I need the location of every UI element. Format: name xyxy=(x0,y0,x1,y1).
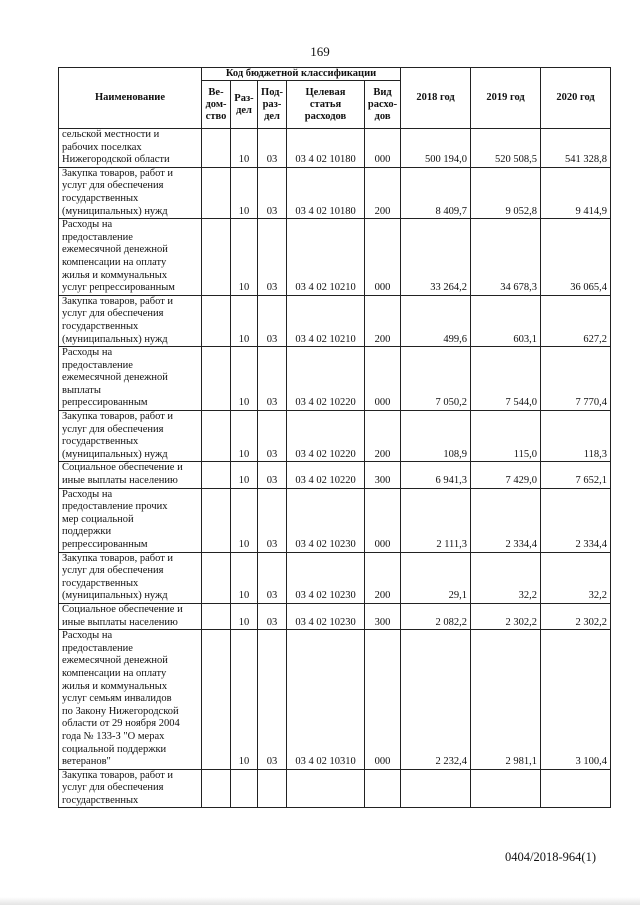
cell-celevaya-statya: 03 4 02 10310 xyxy=(287,630,365,770)
table-row xyxy=(59,769,611,808)
cell-name: Расходы на предоставление ежемесячной денежной компенсации на оплату жилья и коммунальных услуг репрессированным xyxy=(59,219,202,296)
cell-vid-rashodov: 000 xyxy=(365,488,401,552)
cell-year-2020: 2 302,2 xyxy=(541,603,611,629)
cell-vid-rashodov: 000 xyxy=(365,219,401,296)
cell-vid-rashodov xyxy=(365,769,401,808)
cell-year-2019: 2 302,2 xyxy=(471,603,541,629)
cell-razdel: 10 xyxy=(231,167,258,218)
cell-vedomstvo xyxy=(202,462,231,488)
cell-year-2020: 7 652,1 xyxy=(541,462,611,488)
cell-vid-rashodov: 200 xyxy=(365,552,401,603)
cell-vedomstvo xyxy=(202,129,231,168)
table-row xyxy=(59,411,611,462)
table-row xyxy=(59,167,611,218)
cell-celevaya-statya: 03 4 02 10220 xyxy=(287,462,365,488)
cell-podrazdel xyxy=(258,769,287,808)
cell-name: Расходы на предоставление ежемесячной денежной компенсации на оплату жилья и коммунальных услуг семьям инвалидов по Закону Нижегородской области от 29 ноября 2004 года № 133-З "О мерах социальной поддержки ветеранов" xyxy=(59,630,202,770)
cell-year-2020: 7 770,4 xyxy=(541,347,611,411)
cell-podrazdel: 03 xyxy=(258,603,287,629)
cell-podrazdel: 03 xyxy=(258,219,287,296)
cell-year-2019: 520 508,5 xyxy=(471,129,541,168)
cell-razdel: 10 xyxy=(231,552,258,603)
header-razdel: Раз- дел xyxy=(231,81,258,129)
cell-podrazdel: 03 xyxy=(258,411,287,462)
cell-year-2018: 2 232,4 xyxy=(401,630,471,770)
cell-vedomstvo xyxy=(202,219,231,296)
cell-podrazdel: 03 xyxy=(258,167,287,218)
cell-celevaya-statya xyxy=(287,769,365,808)
cell-podrazdel: 03 xyxy=(258,630,287,770)
cell-year-2019 xyxy=(471,769,541,808)
table-row xyxy=(59,552,611,603)
cell-name: Социальное обеспечение и иные выплаты населению xyxy=(59,462,202,488)
cell-year-2020: 627,2 xyxy=(541,295,611,346)
cell-vid-rashodov: 200 xyxy=(365,167,401,218)
table-body xyxy=(59,129,611,808)
cell-podrazdel: 03 xyxy=(258,488,287,552)
cell-year-2019: 9 052,8 xyxy=(471,167,541,218)
cell-vid-rashodov: 200 xyxy=(365,411,401,462)
cell-razdel: 10 xyxy=(231,603,258,629)
cell-celevaya-statya: 03 4 02 10210 xyxy=(287,219,365,296)
header-year-2018: 2018 год xyxy=(401,68,471,129)
cell-year-2019: 2 981,1 xyxy=(471,630,541,770)
cell-celevaya-statya: 03 4 02 10210 xyxy=(287,295,365,346)
page-number: 169 xyxy=(310,44,330,59)
cell-celevaya-statya: 03 4 02 10180 xyxy=(287,129,365,168)
cell-year-2018: 499,6 xyxy=(401,295,471,346)
cell-year-2018: 29,1 xyxy=(401,552,471,603)
cell-year-2018: 500 194,0 xyxy=(401,129,471,168)
cell-razdel: 10 xyxy=(231,462,258,488)
cell-vid-rashodov: 000 xyxy=(365,347,401,411)
cell-vedomstvo xyxy=(202,488,231,552)
cell-vedomstvo xyxy=(202,295,231,346)
cell-vedomstvo xyxy=(202,603,231,629)
header-year-2020: 2020 год xyxy=(541,68,611,129)
cell-razdel xyxy=(231,769,258,808)
cell-razdel: 10 xyxy=(231,295,258,346)
cell-vid-rashodov: 300 xyxy=(365,603,401,629)
cell-name: сельской местности и рабочих поселках Нижегородской области xyxy=(59,129,202,168)
cell-razdel: 10 xyxy=(231,129,258,168)
cell-celevaya-statya: 03 4 02 10230 xyxy=(287,488,365,552)
cell-podrazdel: 03 xyxy=(258,462,287,488)
header-year-2019: 2019 год xyxy=(471,68,541,129)
table-row xyxy=(59,603,611,629)
cell-year-2020: 32,2 xyxy=(541,552,611,603)
table-header xyxy=(59,68,611,129)
cell-razdel: 10 xyxy=(231,411,258,462)
table-row xyxy=(59,630,611,770)
budget-table xyxy=(58,67,611,808)
cell-vedomstvo xyxy=(202,630,231,770)
cell-year-2020: 36 065,4 xyxy=(541,219,611,296)
cell-year-2019: 34 678,3 xyxy=(471,219,541,296)
cell-podrazdel: 03 xyxy=(258,552,287,603)
cell-name: Расходы на предоставление ежемесячной денежной выплаты репрессированным xyxy=(59,347,202,411)
cell-name: Закупка товаров, работ и услуг для обеспечения государственных (муниципальных) нужд xyxy=(59,552,202,603)
scan-edge xyxy=(0,897,640,905)
cell-razdel: 10 xyxy=(231,347,258,411)
cell-name: Закупка товаров, работ и услуг для обеспечения государственных (муниципальных) нужд xyxy=(59,295,202,346)
cell-celevaya-statya: 03 4 02 10230 xyxy=(287,552,365,603)
cell-name: Закупка товаров, работ и услуг для обеспечения государственных (муниципальных) нужд xyxy=(59,167,202,218)
cell-name: Социальное обеспечение и иные выплаты населению xyxy=(59,603,202,629)
cell-year-2018 xyxy=(401,769,471,808)
cell-year-2020: 2 334,4 xyxy=(541,488,611,552)
cell-year-2018: 2 082,2 xyxy=(401,603,471,629)
cell-celevaya-statya: 03 4 02 10220 xyxy=(287,411,365,462)
table-row xyxy=(59,129,611,168)
cell-year-2019: 115,0 xyxy=(471,411,541,462)
cell-celevaya-statya: 03 4 02 10220 xyxy=(287,347,365,411)
cell-year-2019: 7 429,0 xyxy=(471,462,541,488)
cell-year-2018: 6 941,3 xyxy=(401,462,471,488)
document-code: 0404/2018-964(1) xyxy=(505,850,596,864)
header-celevaya-statya: Целевая статья расходов xyxy=(287,81,365,129)
cell-year-2020: 118,3 xyxy=(541,411,611,462)
header-vid-rashodov: Вид расхо- дов xyxy=(365,81,401,129)
cell-vedomstvo xyxy=(202,552,231,603)
cell-year-2019: 2 334,4 xyxy=(471,488,541,552)
cell-razdel: 10 xyxy=(231,219,258,296)
table-row xyxy=(59,462,611,488)
header-podrazdel: Под- раз- дел xyxy=(258,81,287,129)
cell-podrazdel: 03 xyxy=(258,129,287,168)
table-row xyxy=(59,295,611,346)
cell-vid-rashodov: 000 xyxy=(365,630,401,770)
cell-year-2019: 32,2 xyxy=(471,552,541,603)
cell-year-2020 xyxy=(541,769,611,808)
cell-celevaya-statya: 03 4 02 10230 xyxy=(287,603,365,629)
cell-year-2020: 541 328,8 xyxy=(541,129,611,168)
cell-podrazdel: 03 xyxy=(258,347,287,411)
cell-year-2018: 108,9 xyxy=(401,411,471,462)
cell-razdel: 10 xyxy=(231,488,258,552)
cell-vedomstvo xyxy=(202,411,231,462)
cell-name: Закупка товаров, работ и услуг для обеспечения государственных (муниципальных) нужд xyxy=(59,411,202,462)
table-row xyxy=(59,488,611,552)
cell-year-2020: 3 100,4 xyxy=(541,630,611,770)
cell-vedomstvo xyxy=(202,769,231,808)
cell-podrazdel: 03 xyxy=(258,295,287,346)
cell-vid-rashodov: 300 xyxy=(365,462,401,488)
cell-celevaya-statya: 03 4 02 10180 xyxy=(287,167,365,218)
table-row xyxy=(59,347,611,411)
cell-razdel: 10 xyxy=(231,630,258,770)
cell-vid-rashodov: 000 xyxy=(365,129,401,168)
table-row xyxy=(59,219,611,296)
cell-year-2018: 8 409,7 xyxy=(401,167,471,218)
cell-vedomstvo xyxy=(202,167,231,218)
cell-vid-rashodov: 200 xyxy=(365,295,401,346)
header-classification-group: Код бюджетной классификации xyxy=(202,68,401,81)
cell-name: Расходы на предоставление прочих мер социальной поддержки репрессированным xyxy=(59,488,202,552)
cell-name: Закупка товаров, работ и услуг для обеспечения государственных xyxy=(59,769,202,808)
cell-year-2018: 2 111,3 xyxy=(401,488,471,552)
cell-vedomstvo xyxy=(202,347,231,411)
cell-year-2020: 9 414,9 xyxy=(541,167,611,218)
header-name: Наименование xyxy=(59,68,202,129)
cell-year-2019: 603,1 xyxy=(471,295,541,346)
cell-year-2019: 7 544,0 xyxy=(471,347,541,411)
cell-year-2018: 33 264,2 xyxy=(401,219,471,296)
cell-year-2018: 7 050,2 xyxy=(401,347,471,411)
header-vedomstvo: Ве- дом- ство xyxy=(202,81,231,129)
